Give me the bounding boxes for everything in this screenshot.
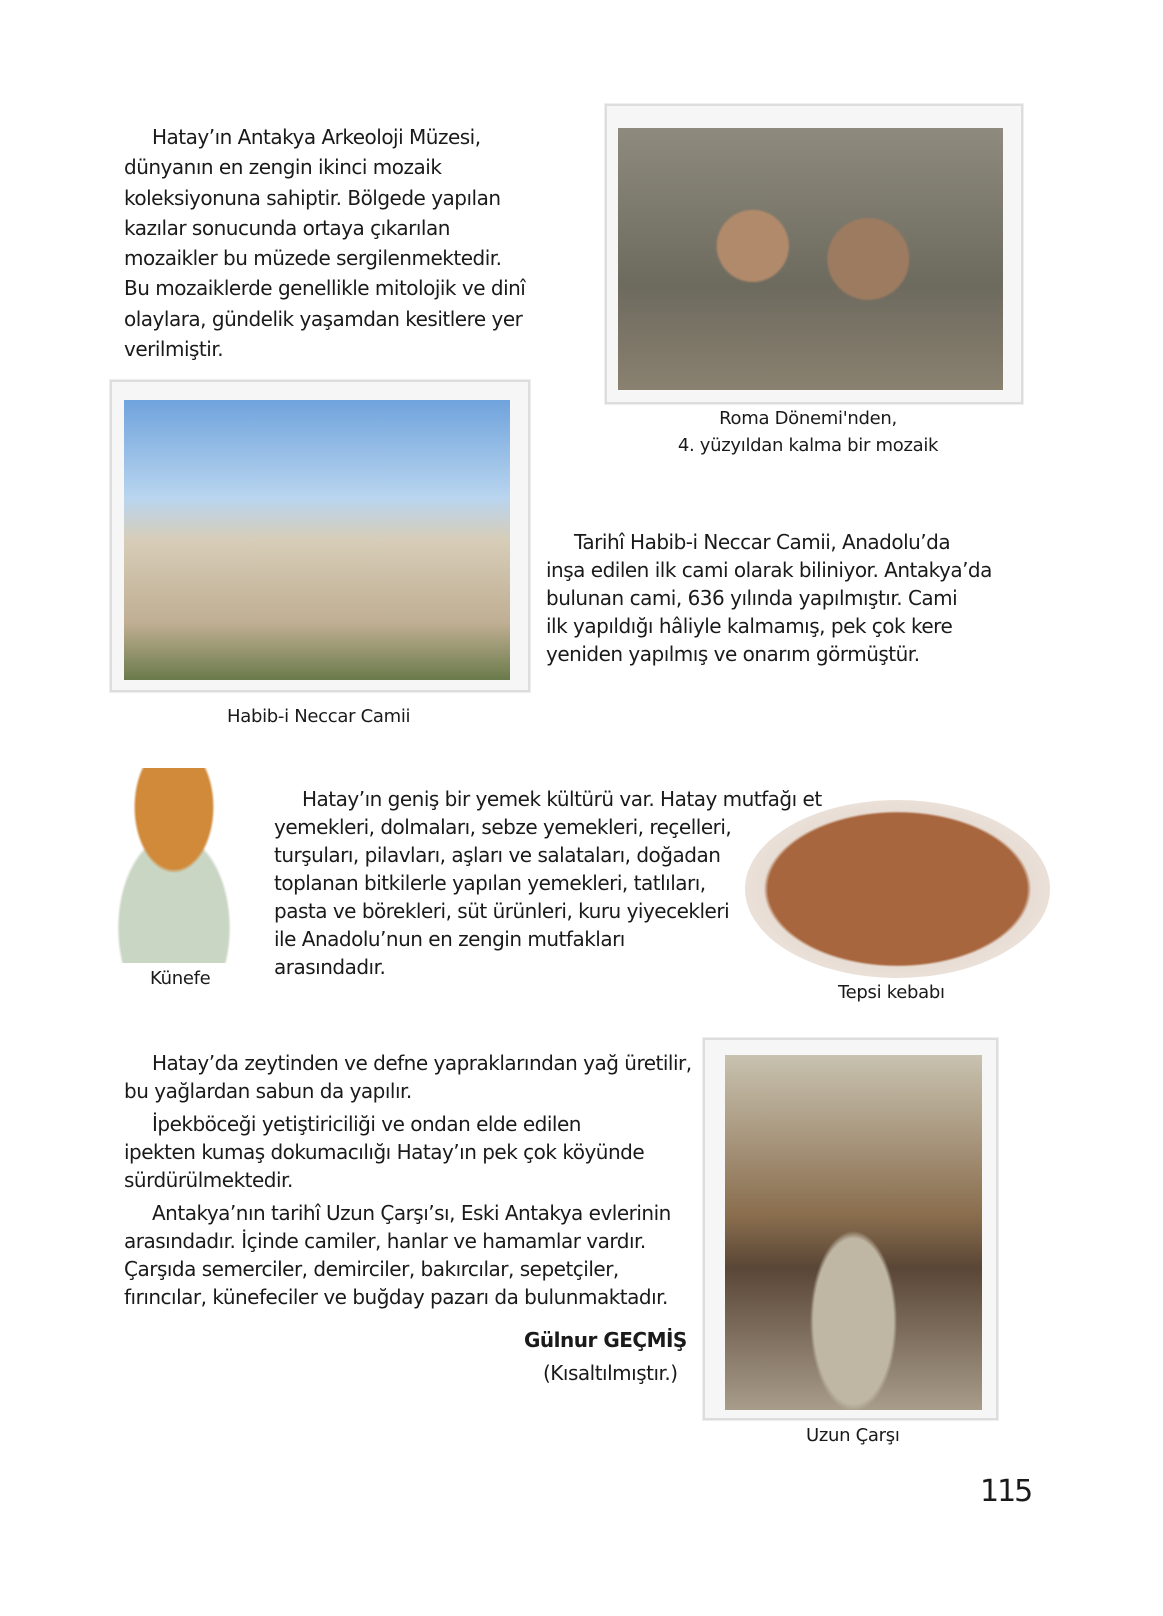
text-line: Tarihî Habib-i Neccar Camii, Anadolu’da	[574, 530, 951, 554]
text-line: ilk yapıldığı hâliyle kalmamış, pek çok kere	[546, 614, 953, 638]
text-line: yeniden yapılmış ve onarım görmüştür.	[546, 642, 920, 666]
caption-kunefe: Künefe	[150, 968, 211, 989]
text-line: toplanan bitkilerle yapılan yemekleri, tatlıları,	[274, 871, 706, 895]
caption-line: 4. yüzyıldan kalma bir mozaik	[677, 435, 939, 456]
abridged-note: (Kısaltılmıştır.)	[543, 1361, 678, 1385]
text-line: Hatay’da zeytinden ve defne yapraklarından yağ üretilir,	[152, 1051, 692, 1075]
text-line: kazılar sonucunda ortaya çıkarılan	[124, 215, 450, 240]
text-line: dünyanın en zengin ikinci mozaik	[124, 155, 442, 180]
text-line: turşuları, pilavları, aşları ve salataları, doğadan	[274, 843, 721, 867]
mosque-photo	[124, 400, 510, 680]
caption-tepsi-kebabi: Tepsi kebabı	[838, 982, 945, 1003]
text-line: Antakya’nın tarihî Uzun Çarşı’sı, Eski Antakya evlerinin	[152, 1201, 671, 1225]
text-line: Çarşıda semerciler, demirciler, bakırcılar, sepetçiler,	[124, 1257, 619, 1281]
tepsi-kebabi-photo	[745, 800, 1050, 978]
paragraph-mosque	[546, 528, 992, 668]
uzun-carsi-photo	[725, 1055, 982, 1410]
text-line: Hatay’ın geniş bir yemek kültürü var. Hatay mutfağı et	[302, 787, 822, 811]
text-line: arasındadır.	[274, 955, 386, 979]
text-line: bu yağlardan sabun da yapılır.	[124, 1079, 412, 1103]
paragraph-cuisine	[274, 785, 822, 981]
text-line: arasındadır. İçinde camiler, hanlar ve hamamlar vardır.	[124, 1229, 646, 1253]
author: Gülnur GEÇMİŞ	[524, 1328, 687, 1352]
caption-line: Roma Dönemi'nden,	[719, 408, 897, 429]
text-line: olaylara, gündelik yaşamdan kesitlere yer	[124, 306, 523, 331]
text-line: verilmiştir.	[124, 337, 224, 362]
text-line: Hatay’ın Antakya Arkeoloji Müzesi,	[152, 125, 481, 149]
text-line: ipekten kumaş dokumacılığı Hatay’ın pek çok köyünde	[124, 1140, 645, 1164]
caption-uzun-carsi: Uzun Çarşı	[806, 1425, 900, 1446]
text-line: yemekleri, dolmaları, sebze yemekleri, reçelleri,	[274, 815, 732, 839]
text-line: fırıncılar, künefeciler ve buğday pazarı da bulunmaktadır.	[124, 1285, 668, 1309]
text-line: koleksiyonuna sahiptir. Bölgede yapılan	[124, 185, 501, 210]
mosaic-photo	[618, 128, 1003, 390]
paragraph-museum	[124, 122, 525, 364]
caption-mosaic	[608, 405, 1008, 459]
page-number: 115	[980, 1474, 1032, 1509]
text-line: mozaikler bu müzede sergilenmektedir.	[124, 246, 502, 271]
caption-mosque: Habib-i Neccar Camii	[227, 706, 411, 727]
text-line: sürdürülmektedir.	[124, 1168, 293, 1192]
text-line: ile Anadolu’nun en zengin mutfakları	[274, 927, 625, 951]
text-line: pasta ve börekleri, süt ürünleri, kuru yiyecekleri	[274, 899, 730, 923]
text-line: bulunan cami, 636 yılında yapılmıştır. Cami	[546, 586, 958, 610]
kunefe-photo	[78, 768, 270, 963]
text-line: İpekböceği yetiştiriciliği ve ondan elde edilen	[152, 1112, 581, 1136]
text-line: inşa edilen ilk cami olarak biliniyor. Antakya’da	[546, 558, 992, 582]
text-line: Bu mozaiklerde genellikle mitolojik ve dinî	[124, 276, 526, 301]
paragraph-products	[124, 1049, 692, 1311]
